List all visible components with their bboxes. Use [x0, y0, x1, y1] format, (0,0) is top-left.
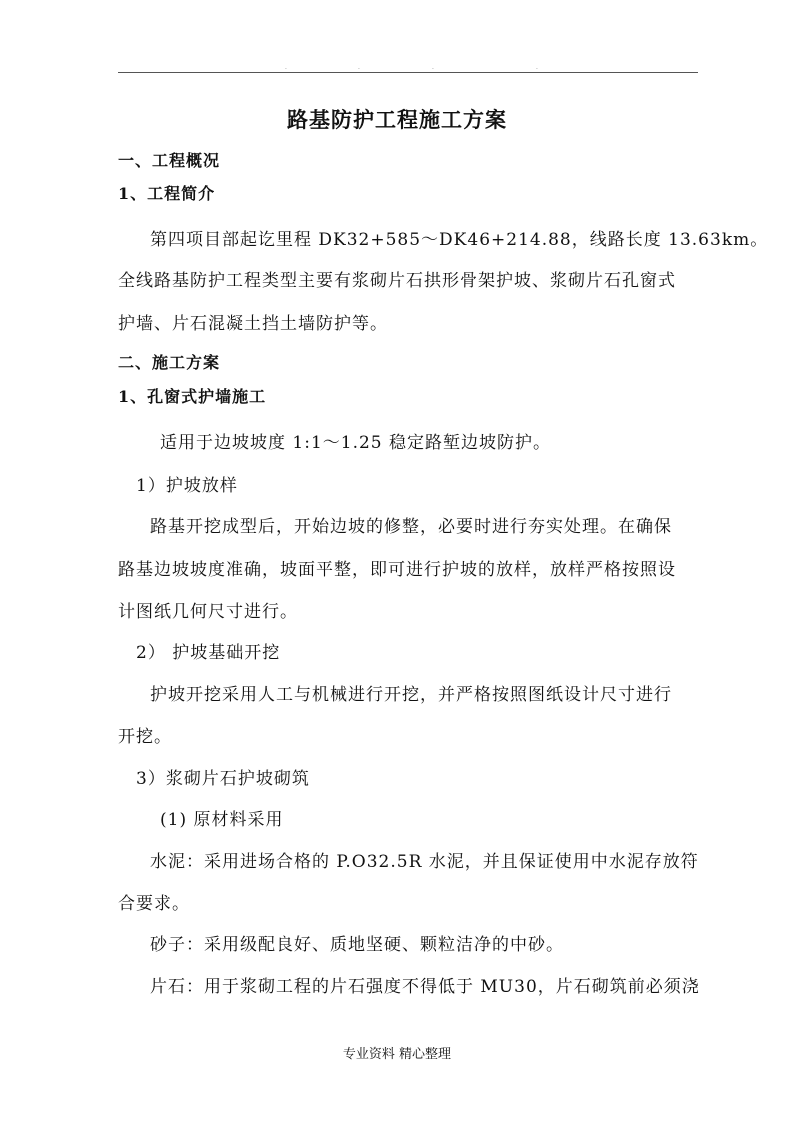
paragraph-line: 计图纸几何尺寸进行。: [118, 602, 298, 622]
header-dot: ·: [536, 66, 538, 73]
paragraph-line: 路基开挖成型后，开始边坡的修整，必要时进行夯实处理。在确保: [150, 517, 672, 537]
paragraph-line: 全线路基防护工程类型主要有浆砌片石拱形骨架护坡、浆砌片石孔窗式: [118, 271, 676, 291]
list-item-heading: 1）护坡放样: [136, 476, 238, 496]
paragraph-line: 合要求。: [118, 894, 190, 914]
sub-item-heading: (1) 原材料采用: [160, 810, 284, 830]
paragraph-line: 片石：用于浆砌工程的片石强度不得低于 MU30，片石砌筑前必须浇: [150, 977, 700, 997]
header-dot: ·: [432, 66, 434, 73]
document-title: 路基防护工程施工方案: [287, 107, 507, 132]
list-item-heading: 3）浆砌片石护坡砌筑: [136, 769, 310, 789]
section-heading: 一、工程概况: [118, 151, 221, 170]
subsection-heading: 1、孔窗式护墙施工: [118, 387, 267, 406]
paragraph-line: 护墙、片石混凝土挡土墙防护等。: [118, 314, 388, 334]
paragraph-line: 水泥：采用进场合格的 P.O32.5R 水泥，并且保证使用中水泥存放符: [150, 852, 699, 872]
paragraph-line: 砂子：采用级配良好、质地坚硬、颗粒洁净的中砂。: [150, 935, 564, 955]
subsection-heading: 1、工程简介: [118, 184, 216, 203]
header-dot: ·: [285, 66, 287, 73]
section-heading: 二、施工方案: [118, 353, 221, 372]
list-item-heading: 2） 护坡基础开挖: [136, 643, 281, 663]
paragraph-line: 护坡开挖采用人工与机械进行开挖，并严格按照图纸设计尺寸进行: [150, 685, 672, 705]
page-footer: 专业资料 精心整理: [342, 1047, 452, 1062]
header-rule: [118, 72, 698, 73]
paragraph-line: 适用于边坡坡度 1:1～1.25 稳定路堑边坡防护。: [160, 433, 552, 453]
paragraph-line: 开挖。: [118, 727, 172, 747]
paragraph-line: 第四项目部起讫里程 DK32+585～DK46+214.88，线路长度 13.63km。: [150, 230, 769, 250]
header-dot: ·: [358, 66, 360, 73]
paragraph-line: 路基边坡坡度准确，坡面平整，即可进行护坡的放样，放样严格按照设: [118, 560, 676, 580]
